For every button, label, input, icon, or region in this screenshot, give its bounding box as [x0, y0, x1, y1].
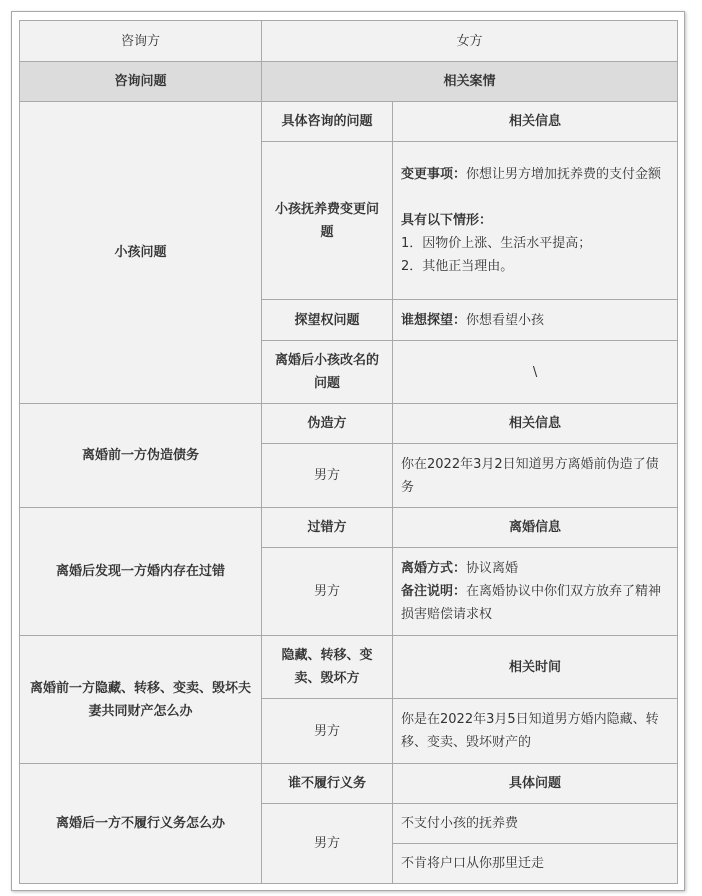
header-row: [20, 21, 678, 62]
sec4-header-row: [20, 636, 678, 699]
divorce-note: [401, 580, 669, 626]
sec5-category: 离婚后一方不履行义务怎么办: [20, 764, 262, 884]
situation-item-2: 2．其他正当理由。: [401, 259, 514, 274]
sec3-info: [393, 548, 678, 636]
sec1-row2-info: [393, 300, 678, 341]
header-right: 女方: [262, 21, 678, 62]
sec4-col-a: 隐藏、转移、变卖、毁坏方: [262, 636, 393, 699]
sec1-category: 小孩问题: [20, 102, 262, 404]
sec3-header-row: [20, 508, 678, 548]
sec2-category: 离婚前一方伪造债务: [20, 404, 262, 508]
sec4-col-b: 相关时间: [393, 636, 678, 699]
subheader-left: 咨询问题: [20, 62, 262, 102]
sec2-party: 男方: [262, 444, 393, 508]
sec5-party: 男方: [262, 804, 393, 884]
visit-label: 谁想探望：: [401, 312, 467, 328]
consultation-table: [19, 20, 678, 884]
sec5-col-a: 谁不履行义务: [262, 764, 393, 804]
sec3-party: 男方: [262, 548, 393, 636]
sec5-issue-2: 不肯将户口从你那里迁走: [393, 844, 678, 884]
change-item: [401, 163, 669, 186]
sec4-info: 你是在2022年3月5日知道男方婚内隐藏、转移、变卖、毁坏财产的: [393, 699, 678, 764]
sec2-header-row: [20, 404, 678, 444]
sec1-row3-info: \: [393, 341, 678, 404]
sec3-col-b: 离婚信息: [393, 508, 678, 548]
sec1-row1-question: 小孩抚养费变更问题: [262, 142, 393, 300]
sec2-col-a: 伪造方: [262, 404, 393, 444]
divorce-way: [401, 557, 669, 580]
subheader-row: [20, 62, 678, 102]
sec5-issue-1: 不支付小孩的抚养费: [393, 804, 678, 844]
sec4-category: 离婚前一方隐藏、转移、变卖、毁坏夫妻共同财产怎么办: [20, 636, 262, 764]
change-label: 变更事项：: [401, 167, 467, 182]
sec3-category: 离婚后发现一方婚内存在过错: [20, 508, 262, 636]
sec2-col-b: 相关信息: [393, 404, 678, 444]
sec1-col-b: 相关信息: [393, 102, 678, 142]
divorce-note-text: 在离婚协议中你们双方放弃了精神损害赔偿请求权: [401, 584, 662, 622]
sec4-party: 男方: [262, 699, 393, 764]
sec1-row2-question: 探望权问题: [262, 300, 393, 341]
divorce-way-text: 协议离婚: [466, 561, 519, 576]
sec1-row3-question: 离婚后小孩改名的问题: [262, 341, 393, 404]
sec1-row1-info: [393, 142, 678, 300]
sec2-info: 你在2022年3月2日知道男方离婚前伪造了债务: [393, 444, 678, 508]
spacer: [401, 186, 669, 209]
divorce-note-label: 备注说明：: [401, 584, 467, 599]
sec5-col-b: 具体问题: [393, 764, 678, 804]
situation-item-1: 1．因物价上涨、生活水平提高；: [401, 236, 592, 251]
visit-text: 你想看望小孩: [466, 312, 545, 328]
header-left: 咨询方: [20, 21, 262, 62]
sec5-header-row: [20, 764, 678, 804]
sec3-col-a: 过错方: [262, 508, 393, 548]
change-text: 你想让男方增加抚养费的支付金额: [466, 167, 662, 182]
divorce-way-label: 离婚方式：: [401, 561, 467, 576]
sec1-header-row: [20, 102, 678, 142]
subheader-right: 相关案情: [262, 62, 678, 102]
situation-label: 具有以下情形：: [401, 213, 493, 228]
sec1-col-a: 具体咨询的问题: [262, 102, 393, 142]
